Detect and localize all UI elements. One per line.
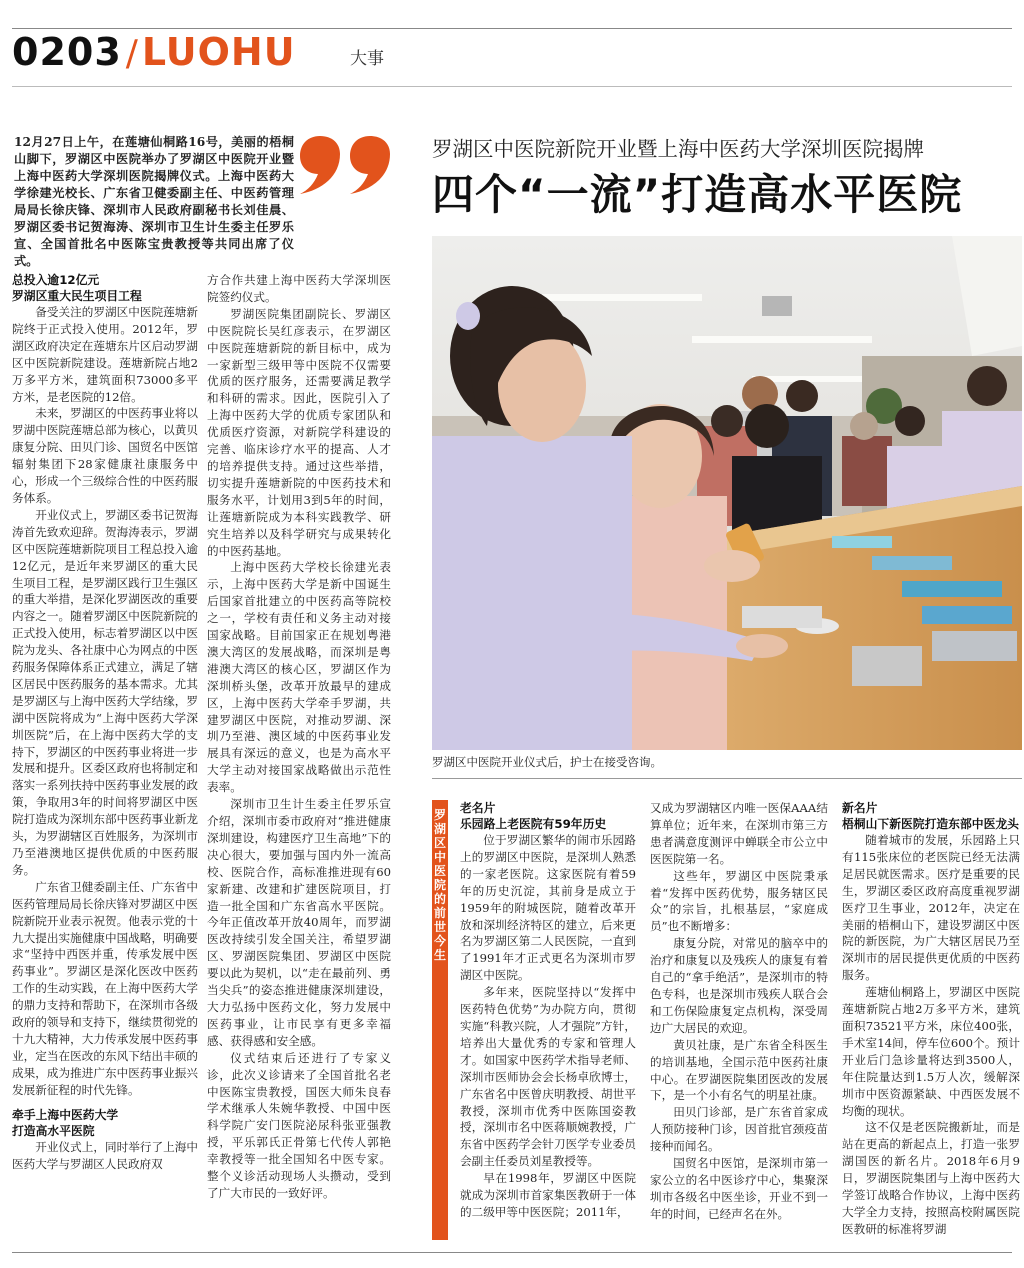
sub-headline: 罗湖区中医院新院开业暨上海中医药大学深圳医院揭牌 (432, 137, 924, 161)
paragraph: 多年来，医院坚持以“发挥中医药特色优势”为办院方向，贯彻实施“科教兴院，人才强院”方针，培养出大量优秀的专家和管理人才。如国家中医药学术指导老师、深圳市医师协会会长杨卓欣博士，广东省名中医曾庆明教授、胡世平教授，深圳市优秀中医陈国姿教授，深圳市名中医蒋顺婉教授，广东省中医药学会针刀医学专业委员会副主任委员刘星教授等。 (460, 985, 636, 1169)
paragraph: 深圳市卫生计生委主任罗乐宣介绍，深圳市委市政府对“推进健康深圳建设，构建医疗卫生高地”下的决心很大，要加强与国内外一流高校、医院合作，高标准推进现有60家新建、改建和扩建医院项目，打造一批全国和广东省高水平医院。今年正值改革开放40周年，而罗湖医改持续引发全国关注，希望罗湖区、罗湖医院集团、罗湖区中医院要以此为契机，以“走在最前列、勇当尖兵”的姿态推进健康深圳建设，大力弘扬中医药文化，努力发展中医药事业，让市民享有更多幸福感、获得感和安全感。 (207, 797, 391, 1048)
paragraph: 广东省卫健委副主任、广东省中医药管理局局长徐庆锋对罗湖区中医院新院开业表示祝贺。他表示党的十九大提出实施健康中国战略，明确要求“坚持中西医并重，传承发展中医药事业”。罗湖区是深化医改中医药工作的生动实践，在上海中医药大学的鼎力支持和帮助下，在深圳市各级政府的领导和支持下，继续贯彻党的十九大精神，大力传承发展中医药事业，定当在医改的东风下结出丰硕的成果，成为推进广东中医药事业振兴发展新征程的时代先锋。 (12, 879, 198, 1097)
paragraph: 方合作共建上海中医药大学深圳医院签约仪式。 (207, 273, 391, 304)
paragraph: 这些年，罗湖区中医院秉承着“发挥中医药优势，服务辖区民众”的宗旨，扎根基层，“家庭成员”也不断增多： (650, 868, 828, 934)
bottom-rule (12, 1252, 1012, 1253)
column-heading: 老名片 (460, 801, 496, 815)
brand-name: LUOHU (141, 30, 296, 74)
text-column-2 (207, 272, 391, 1202)
sidebar-label (432, 800, 448, 1240)
masthead-rule (12, 86, 1012, 87)
quote-mark-icon (300, 134, 392, 196)
masthead-slash: / (125, 33, 138, 74)
paragraph: 又成为罗湖辖区内唯一医保AAA结算单位；近年来，在深圳市第三方患者满意度测评中蝉联全市公立中医医院第一名。 (650, 801, 828, 866)
news-photo (432, 236, 1022, 750)
headline: 四个“一流”打造高水平医院 (432, 170, 963, 219)
top-rule (12, 28, 1012, 29)
column-heading: 乐园路上老医院有59年历史 (460, 817, 607, 831)
text-column-5 (842, 800, 1020, 1238)
paragraph: 位于罗湖区繁华的闹市乐园路上的罗湖区中医院，是深圳人熟悉的一家老医院。这家医院有着59年的历史沉淀，其前身是成立于1959年的附城医院，随着改革开放和深圳经济特区的建立，后来更名为罗湖区第二人民医院，一直到了1991年才正式更名为深圳市罗湖区中医院。 (460, 833, 636, 983)
paragraph: 国贸名中医馆，是深圳市第一家公立的名中医诊疗中心，集聚深圳市各级名中医坐诊，开业不到一年的时间，已经声名在外。 (650, 1156, 828, 1221)
column-heading: 总投入逾12亿元 (12, 273, 100, 287)
paragraph: 上海中医药大学校长徐建光表示，上海中医药大学是新中国诞生后国家首批建立的中医药高等院校之一，学校有责任和义务主动对接国家战略。目前国家正在规划粤港澳大湾区的发展战略，而深圳是粤港澳大湾区的核心区，罗湖区作为深圳桥头堡，改革开放最早的建成区，上海中医药大学牵手罗湖，共建罗湖区中医院，对推动罗湖、深圳乃至港、澳区域的中医药事业发展具有深远的意义，也是为高水平大学主动对接国家战略做出示范性表率。 (207, 560, 391, 795)
masthead (12, 30, 296, 74)
text-column-4 (650, 800, 828, 1223)
paragraph: 罗湖医院集团副院长、罗湖区中医院院长吴红彦表示，在罗湖区中医院莲塘新院的新目标中，成为一家新型三级甲等中医院不仅需要优质的医疗服务，还需要满足教学和科研的需求。因此，医院引入了上海中医药大学的优质专家团队和优质医疗资源，对新院学科建设的完善、临床诊疗水平的提高、人才的培养提供支持。通过这些举措，切实提升莲塘新院的中医药技术和服务水平，计划用3到5年的时间，让莲塘新院成为本科实践教学、研究生培养以及科学研究与成果转化的中医药基地。 (207, 306, 391, 558)
paragraph: 备受关注的罗湖区中医院莲塘新院终于正式投入使用。2012年，罗湖区政府决定在莲塘东片区启动罗湖区中医院新院建设。莲塘新院占地2万多平方米，建筑面积73000多平方米，是老医院的12倍。 (12, 305, 198, 404)
section-label: 大事 (350, 49, 384, 69)
section-rule (432, 778, 1022, 779)
article-lead: 12月27日上午，在莲塘仙桐路16号，美丽的梧桐山脚下，罗湖区中医院举办了罗湖区中医院开业暨上海中医药大学深圳医院揭牌仪式。上海中医药大学徐建光校长、广东省卫健委副主任、中医药管理局局长徐庆锋、深圳市人民政府副秘书长刘佳晨、罗湖区委书记贺海涛、深圳市卫生计生委主任罗乐宣、全国首批名中医陈宝贵教授等共同出席了仪式。 (14, 135, 294, 268)
paragraph: 开业仪式上，罗湖区委书记贺海涛首先致欢迎辞。贺海涛表示，罗湖区中医院莲塘新院项目工程总投入逾12亿元，是近年来罗湖区的重大民生项目工程，是罗湖区践行卫生强区的重大举措，是深化罗湖医改的重要内容之一。随着罗湖区中医院新院的正式投入使用，标志着罗湖区以中医院为龙头、各社康中心为网点的中医药服务保障体系正式建立，满足了辖区居民中医药服务的基本需求。尤其是罗湖区与上海中医药大学结缘，罗湖中医院将成为“上海中医药大学深圳医院”后，在上海中医药大学的支持下，罗湖区的中医药事业将进一步发展和提升。区委区政府也将制定和落实一系列扶持中医药事业发展的政策，争取用3年的时间将罗湖区中医院打造成为深圳东部中医药事业新龙头，为罗湖辖区百姓服务，为深圳市乃至港澳地区提供优质的中医药服务。 (12, 507, 198, 877)
column-heading: 罗湖区重大民生项目工程 (12, 289, 142, 303)
photo-caption: 罗湖区中医院开业仪式后，护士在接受咨询。 (432, 755, 662, 769)
paragraph: 莲塘仙桐路上，罗湖区中医院莲塘新院占地2万多平方米，建筑面积73521平方米，床位400张，手术室14间，停车位600个。预计开业后门急诊量将达到3500人，年住院量达到1.5万人次，缓解深圳市中医资源紧缺、中西医发展不均衡的现状。 (842, 985, 1020, 1118)
paragraph: 田贝门诊部，是广东省首家成人预防接种门诊，因首批官颈疫苗接种而闻名。 (650, 1105, 828, 1154)
paragraph: 这不仅是老医院搬新址，而是站在更高的新起点上，打造一张罗湖国医的新名片。2018年6月9日，罗湖医院集团与上海中医药大学签订战略合作协议，上海中医药大学全力支持，按照高校附属医院医教研的标准将罗湖 (842, 1120, 1020, 1236)
text-column-3 (460, 800, 636, 1221)
page-number: 0203 (12, 30, 122, 74)
column-heading: 梧桐山下新医院打造东部中医龙头 (842, 817, 1019, 831)
text-column-1 (12, 272, 198, 1172)
paragraph: 康复分院，对常见的脑卒中的治疗和康复以及残疾人的康复有着自己的“拿手绝活”，是深圳市的特色专科，也是深圳市残疾人联合会和工伤保险康复定点机构，深受周边广大居民的欢迎。 (650, 936, 828, 1035)
column-heading: 牵手上海中医药大学 (12, 1107, 119, 1122)
paragraph: 随着城市的发展，乐园路上只有115张床位的老医院已经无法满足居民就医需求。医疗是重要的民生，罗湖区委区政府高度重视罗湖医疗卫生事业，2012年，决定在美丽的梧桐山下，建设罗湖区中医院的新医院，为广大辖区居民乃至深圳市的居民提供更优质的中医药服务。 (842, 833, 1020, 983)
column-heading: 新名片 (842, 801, 878, 815)
paragraph: 早在1998年，罗湖区中医院就成为深圳市首家集医教研于一体的二级甲等中医医院；2011年， (460, 1171, 636, 1219)
photo-illustration (432, 236, 1022, 750)
paragraph: 未来，罗湖区的中医药事业将以罗湖中医院莲塘总部为核心，以黄贝康复分院、田贝门诊、国贸名中医馆辐射集团下28家健康社康服务中心，形成一个三级综合性的中医药服务体系。 (12, 406, 198, 505)
paragraph: 仪式结束后还进行了专家义诊，此次义诊请来了全国首批名老中医陈宝贵教授，国医大师朱良春学术继承人朱婉华教授、中国中医科学院广安门医院泌尿科张亚强教授，平乐郭氏正骨第七代传人郭艳幸教授等一批全国知名中医专家。整个义诊活动现场人头攒动，受到了广大市民的一致好评。 (207, 1050, 391, 1200)
paragraph: 开业仪式上，同时举行了上海中医药大学与罗湖区人民政府双 (12, 1139, 198, 1171)
paragraph: 黄贝社康，是广东省全科医生的培训基地，全国示范中医药社康中心。在罗湖医院集团医改的发展下，是一个小有名气的明星社康。 (650, 1037, 828, 1103)
sidebar-label-text: 罗湖区中医院的前世今生 (434, 808, 447, 962)
column-heading: 打造高水平医院 (12, 1123, 95, 1138)
